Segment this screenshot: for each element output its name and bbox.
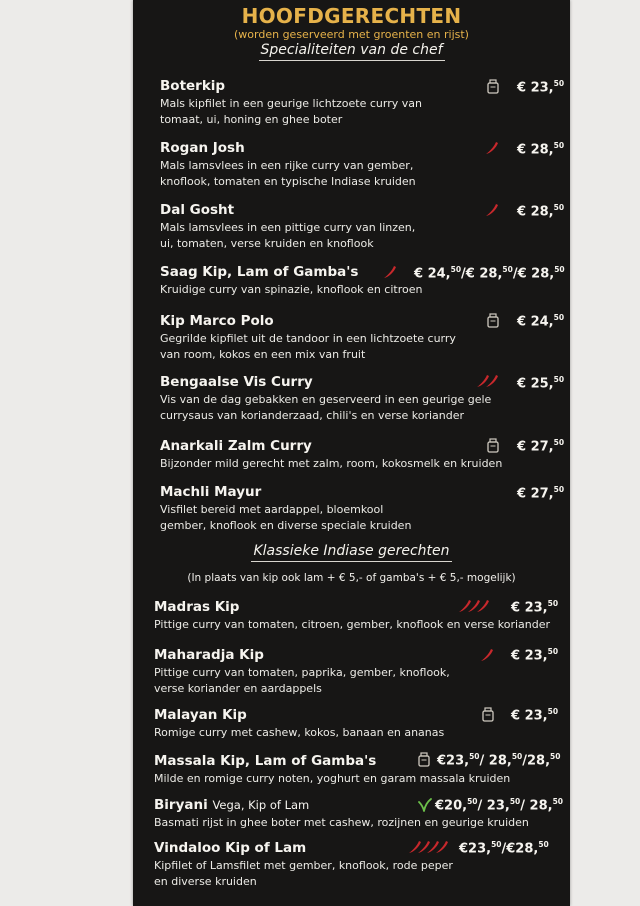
menu-item-biryani: Biryani Vega, Kip of Lam Basmati rijst in ghee boter met cashew, rozijnen en geurige kruiden [154, 797, 529, 829]
price: €20,50/ 23,50/ 28,50 [435, 797, 564, 814]
menu-item-bengaalse-vis-curry: Bengaalse Vis Curry Vis van de dag gebakken en geserveerd in een geurige gele currysaus van korianderzaad, chili's en verse koriander [160, 374, 492, 422]
menu-item-madras-kip: Madras Kip Pittige curry van tomaten, citroen, gember, knoflook en verse koriander [154, 599, 551, 631]
classic-note: (In plaats van kip ook lam + € 5,- of gamba's + € 5,- mogelijk) [187, 572, 516, 584]
menu-item-saag: Saag Kip, Lam of Gamba's Kruidige curry van spinazie, knoflook en citroen [160, 264, 423, 296]
menu-item-vindaloo: Vindaloo Kip of Lam Kipfilet of Lamsfilet met gember, knoflook, rode peper en diverse kruiden [154, 840, 453, 888]
menu-item-machli-mayur: Machli Mayur Visfilet bereid met aardappel, bloemkool gember, knoflook en diverse speciale kruiden [160, 484, 412, 532]
price: €23,50/€28,50 [459, 840, 549, 857]
price: € 23,50 [511, 647, 559, 664]
price: € 23,50 [517, 79, 565, 96]
chili-icon [407, 839, 453, 855]
chili-icon [478, 647, 494, 663]
menu-item-boterkip: Boterkip Mals kipfilet in een geurige lichtzoete curry van tomaat, ui, honing en ghee boter [160, 78, 422, 126]
price: € 24,50 [517, 313, 565, 330]
chili-icon [475, 373, 501, 389]
menu-item-anarkali-zalm-curry: Anarkali Zalm Curry Bijzonder mild gerecht met zalm, room, kokosmelk en kruiden [160, 438, 503, 470]
menu-item-maharadja-kip: Maharadja Kip Pittige curry van tomaten, paprika, gember, knoflook, verse koriander en aardappels [154, 647, 450, 695]
price: € 24,50/€ 28,50/€ 28,50 [414, 265, 565, 282]
menu-item-kip-marco-polo: Kip Marco Polo Gegrilde kipfilet uit de tandoor in een lichtzoete curry van room, kokos en een mix van fruit [160, 313, 456, 361]
section-heading-chef: Specialiteiten van de chef [133, 42, 570, 58]
menu-item-malayan-kip: Malayan Kip Romige curry met cashew, kokos, banaan en ananas [154, 707, 445, 739]
chili-icon [483, 202, 499, 218]
menu-item-rogan-josh: Rogan Josh Mals lamsvlees in een rijke curry van gember, knoflook, tomaten en typische Indiase kruiden [160, 140, 416, 188]
price: € 27,50 [517, 485, 565, 502]
price: € 28,50 [517, 203, 565, 220]
price: € 28,50 [517, 141, 565, 158]
mild-icon [486, 313, 500, 328]
chili-icon [381, 264, 397, 280]
page-subtitle: (worden geserveerd met groenten en rijst) [234, 28, 469, 41]
price: €23,50/ 28,50/28,50 [437, 752, 561, 769]
menu-item-dal-gosht: Dal Gosht Mals lamsvlees in een pittige curry van linzen, ui, tomaten, verse kruiden en knoflook [160, 202, 416, 250]
section-heading-classic: Klassieke Indiase gerechten [133, 543, 570, 559]
chili-icon [457, 598, 493, 614]
mild-icon [417, 752, 431, 767]
mild-icon [481, 707, 495, 722]
chili-icon [483, 140, 499, 156]
mild-icon [486, 79, 500, 94]
price: € 25,50 [517, 375, 565, 392]
price: € 27,50 [517, 438, 565, 455]
price: € 23,50 [511, 599, 559, 616]
page-title: HOOFDGERECHTEN [241, 4, 462, 28]
vega-icon [418, 797, 432, 812]
mild-icon [486, 438, 500, 453]
price: € 23,50 [511, 707, 559, 724]
menu-item-massala: Massala Kip, Lam of Gamba's Milde en romige curry noten, yoghurt en garam massala kruiden [154, 753, 511, 785]
menu-page [133, 0, 570, 906]
